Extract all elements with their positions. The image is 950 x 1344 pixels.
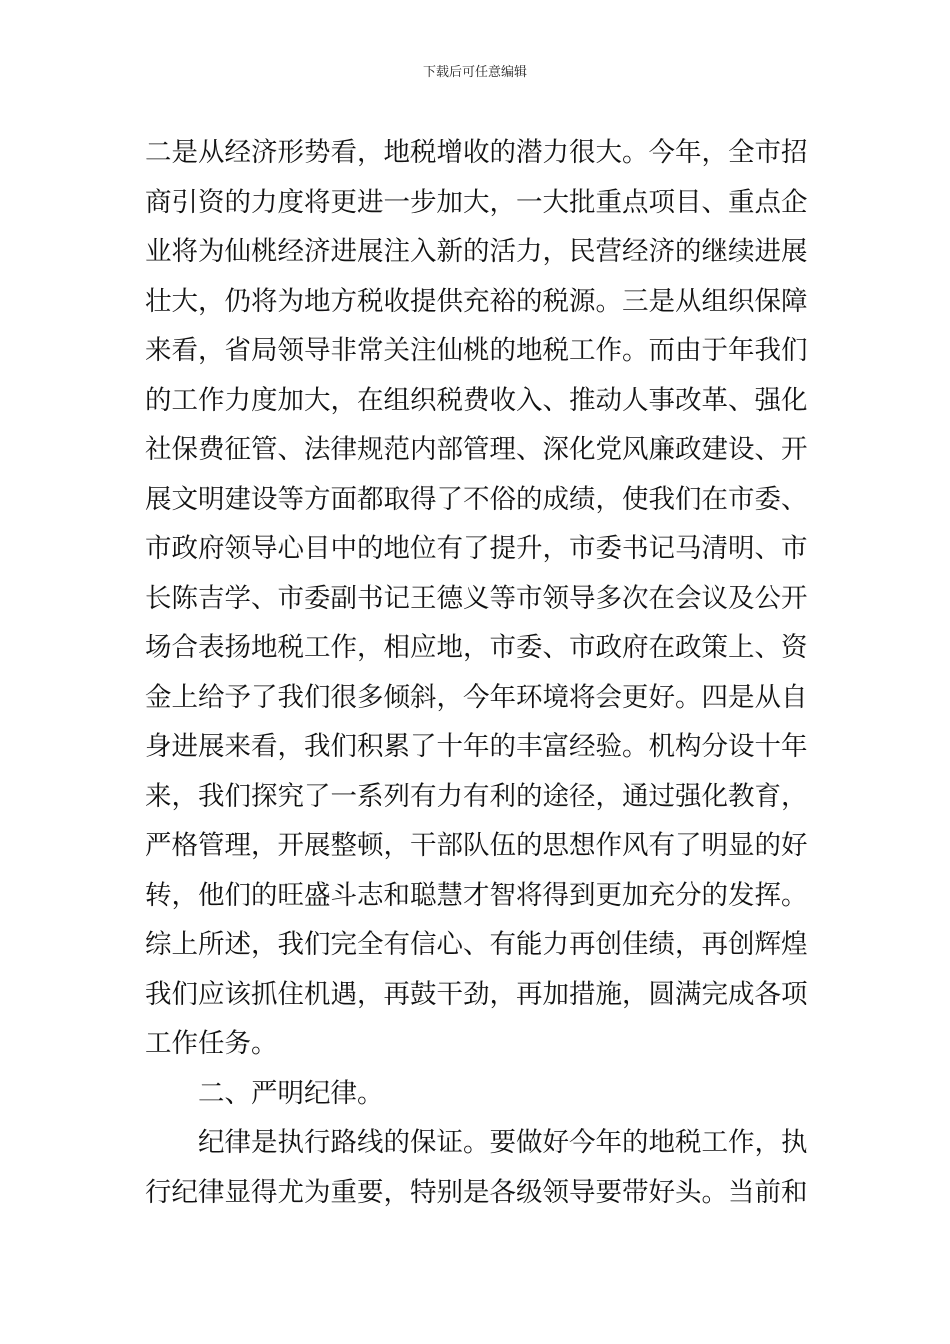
text-line: 身进展来看，我们积累了十年的丰富经验。机构分设十年 xyxy=(145,731,808,762)
text-line: 严格管理，开展整顿，干部队伍的思想作风有了明显的好 xyxy=(145,830,808,861)
text-line: 来看，省局领导非常关注仙桃的地税工作。而由于年我们 xyxy=(145,335,808,366)
body-text xyxy=(145,128,810,1217)
text-line: 市政府领导心目中的地位有了提升，市委书记马清明、市 xyxy=(145,533,808,564)
text-line: 金上给予了我们很多倾斜，今年环境将会更好。四是从自 xyxy=(145,681,808,713)
text-line: 工作任务。 xyxy=(145,1028,278,1059)
text-line: 商引资的力度将更进一步加大，一大批重点项目、重点企 xyxy=(145,186,808,218)
page-header: 下载后可任意编辑 xyxy=(422,65,527,80)
text-line: 社保费征管、法律规范内部管理、深化党风廉政建设、开 xyxy=(145,434,808,465)
section-heading: 二、严明纪律。 xyxy=(198,1077,384,1109)
text-line: 的工作力度加大，在组织税费收入、推动人事改革、强化 xyxy=(145,384,808,416)
text-line: 业将为仙桃经济进展注入新的活力，民营经济的继续进展 xyxy=(145,236,808,267)
text-line: 综上所述，我们完全有信心、有能力再创佳绩，再创辉煌 xyxy=(145,929,808,960)
text-line: 我们应该抓住机遇，再鼓干劲，再加措施，圆满完成各项 xyxy=(145,978,808,1010)
text-line: 来，我们探究了一系列有力有利的途径，通过强化教育， xyxy=(145,780,808,812)
text-line: 二是从经济形势看，地税增收的潜力很大。今年，全市招 xyxy=(145,137,808,168)
paragraph-first-line: 纪律是执行路线的保证。要做好今年的地税工作，执 xyxy=(198,1127,808,1158)
text-line: 展文明建设等方面都取得了不俗的成绩，使我们在市委、 xyxy=(145,483,808,515)
text-line: 壮大，仍将为地方税收提供充裕的税源。三是从组织保障 xyxy=(145,285,808,317)
text-line: 场合表扬地税工作，相应地，市委、市政府在政策上、资 xyxy=(145,632,808,663)
text-line: 长陈吉学、市委副书记王德义等市领导多次在会议及公开 xyxy=(145,582,808,614)
text-line: 行纪律显得尤为重要，特别是各级领导要带好头。当前和 xyxy=(145,1176,808,1208)
text-line: 转，他们的旺盛斗志和聪慧才智将得到更加充分的发挥。 xyxy=(145,879,808,911)
